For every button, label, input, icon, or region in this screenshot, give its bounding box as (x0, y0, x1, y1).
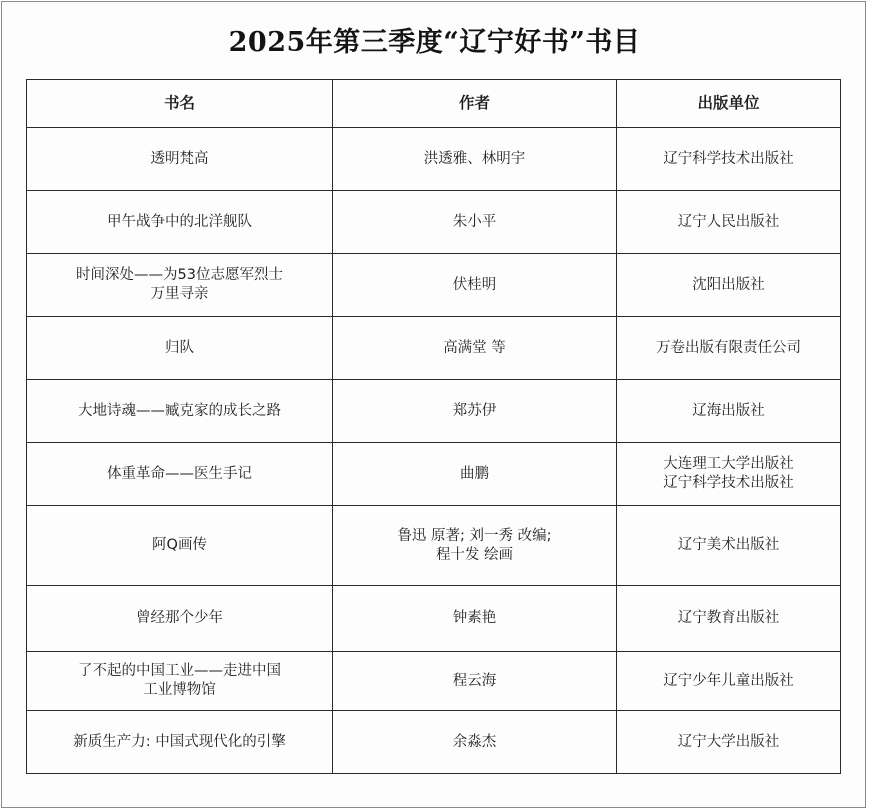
book-title-line: 透明梵高 (150, 150, 209, 167)
table-row (27, 317, 841, 380)
publisher-line: 辽宁人民出版社 (677, 213, 780, 230)
table-row (27, 586, 841, 652)
book-title-line: 曾经那个少年 (136, 610, 223, 626)
author-cell (333, 443, 617, 506)
publisher-cell (617, 586, 841, 652)
table-row (27, 380, 841, 443)
table-row (27, 443, 841, 506)
table-row (27, 254, 841, 317)
book-title-cell (27, 506, 333, 586)
author-cell (333, 317, 617, 380)
author-cell (333, 380, 617, 443)
book-title-line: 甲午战争中的北洋舰队 (107, 213, 252, 230)
author-line: 朱小平 (452, 213, 497, 230)
publisher-cell (617, 652, 841, 711)
table-row (27, 652, 841, 711)
publisher-cell (617, 443, 841, 506)
author-line: 余淼杰 (452, 733, 497, 750)
table-header-row (27, 80, 841, 128)
publisher-line: 大连理工大学出版社 (663, 456, 794, 472)
author-line: 程云海 (452, 672, 497, 689)
author-cell (333, 254, 617, 317)
book-title-line: 时间深处——为53位志愿军烈士 (76, 267, 283, 283)
book-list-table (26, 79, 841, 774)
publisher-cell (617, 506, 841, 586)
book-title-line: 归队 (165, 339, 194, 356)
publisher-cell (617, 191, 841, 254)
book-title-cell (27, 317, 333, 380)
publisher-line: 辽宁教育出版社 (677, 610, 780, 626)
header-book-title: 书名 (27, 80, 333, 128)
publisher-cell (617, 317, 841, 380)
document-title: 2025年第三季度“辽宁好书”书目 (228, 27, 641, 58)
book-title-cell (27, 586, 333, 652)
author-line: 钟素艳 (452, 610, 497, 626)
author-cell (333, 652, 617, 711)
book-title-line: 万里寻亲 (150, 286, 209, 302)
publisher-line: 辽宁科学技术出版社 (663, 150, 794, 167)
book-title-cell (27, 711, 333, 774)
book-title-line: 了不起的中国工业——走进中国 (78, 663, 281, 679)
author-line: 高满堂 等 (443, 339, 506, 356)
book-title-cell (27, 443, 333, 506)
publisher-line: 辽海出版社 (692, 402, 765, 419)
book-title-cell (27, 191, 333, 254)
author-cell (333, 128, 617, 191)
book-title-line: 大地诗魂——臧克家的成长之路 (78, 402, 281, 419)
book-title-line: 体重革命——医生手记 (107, 465, 252, 482)
book-title-line: 新质生产力: 中国式现代化的引擎 (73, 733, 286, 750)
header-author: 作者 (333, 80, 617, 128)
publisher-line: 万卷出版有限责任公司 (656, 339, 801, 356)
book-title-line: 工业博物馆 (143, 682, 216, 698)
table-row (27, 191, 841, 254)
book-title-cell (27, 652, 333, 711)
table-row (27, 711, 841, 774)
book-title-line: 阿Q画传 (152, 537, 207, 553)
author-line: 洪透雅、林明宇 (423, 150, 526, 167)
publisher-cell (617, 711, 841, 774)
author-line: 程十发 绘画 (435, 546, 514, 563)
author-cell (333, 506, 617, 586)
author-cell (333, 191, 617, 254)
author-cell (333, 711, 617, 774)
publisher-cell (617, 254, 841, 317)
author-cell (333, 586, 617, 652)
author-line: 曲鹏 (460, 465, 489, 482)
book-title-cell (27, 254, 333, 317)
author-line: 鲁迅 原著; 刘一秀 改编; (397, 527, 552, 544)
publisher-cell (617, 380, 841, 443)
author-line: 伏桂明 (452, 276, 497, 293)
document-page (1, 1, 866, 808)
author-line: 郑苏伊 (452, 402, 497, 419)
publisher-line: 沈阳出版社 (692, 276, 765, 293)
publisher-line: 辽宁美术出版社 (677, 537, 780, 553)
publisher-line: 辽宁科学技术出版社 (663, 475, 794, 491)
book-title-cell (27, 128, 333, 191)
book-title-cell (27, 380, 333, 443)
publisher-line: 辽宁大学出版社 (677, 733, 780, 750)
table-row (27, 506, 841, 586)
header-publisher: 出版单位 (617, 80, 841, 128)
publisher-line: 辽宁少年儿童出版社 (663, 672, 794, 689)
publisher-cell (617, 128, 841, 191)
table-row (27, 128, 841, 191)
